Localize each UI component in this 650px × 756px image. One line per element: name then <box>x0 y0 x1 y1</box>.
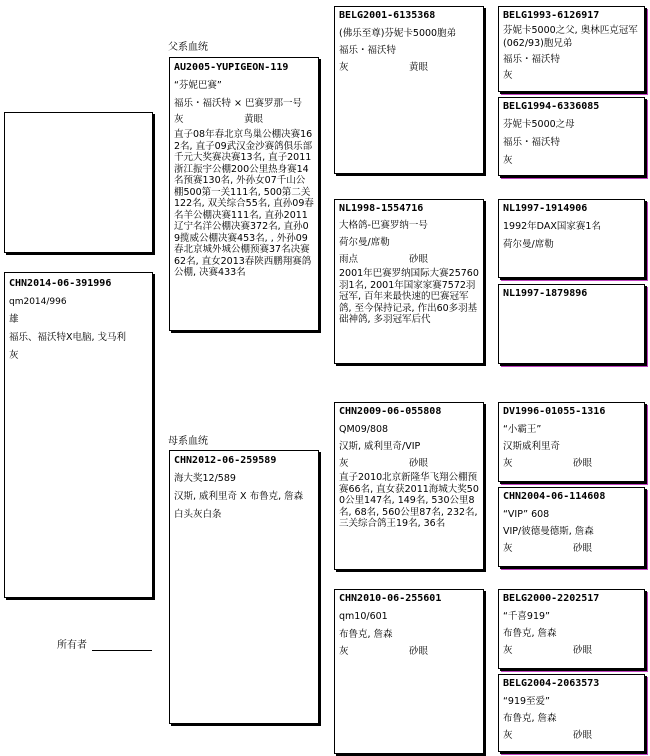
sire-sire-pedigree: 福乐・福沃特 <box>339 45 397 56</box>
sire-dam-pedigree: 荷尔曼/席勒 <box>339 237 390 248</box>
dam-sire-color: 灰 <box>339 458 349 469</box>
sdd-ring: NL1997-1879896 <box>503 288 588 299</box>
dam-dam-ring: CHN2010-06-255601 <box>339 593 442 604</box>
dds-eye: 砂眼 <box>573 645 593 656</box>
dam-dam-card <box>334 589 484 754</box>
sds-line1: 1992年DAX国家赛1名 <box>503 221 601 232</box>
dam-sire-card <box>334 402 484 570</box>
sire-sire-color: 灰 <box>339 62 349 73</box>
dss-line1: “小霸王” <box>503 424 542 435</box>
dam-sire-performance: 直子2010北京新隆华飞翔公棚预赛66名, 直女获2011海城大奖500公里147名, 149名, 530公里8名, 68名, 560公里87名, 232名, 三关综合鸽王19名, 36名 <box>339 472 479 529</box>
ssd-color: 灰 <box>503 155 513 166</box>
dam-sire-eye: 砂眼 <box>409 458 429 469</box>
sss-ring: BELG1993-6126917 <box>503 10 600 21</box>
sire-sire-eye: 黄眼 <box>409 62 429 73</box>
sire-pedigree: 福乐・福沃特 × 巴赛罗那一号 <box>174 98 302 109</box>
sire-dam-card <box>334 199 484 364</box>
subject-sex: 雄 <box>9 314 19 325</box>
sire-dam-color: 雨点 <box>339 254 359 265</box>
ssd-card <box>498 97 645 176</box>
sire-name: “芬妮巴赛” <box>174 80 222 91</box>
dam-sire-pedigree: 汉斯, 威利里奇/VIP <box>339 441 421 452</box>
photo-box <box>4 112 153 253</box>
sss-line1: 芬妮卡5000之父, 奥林匹克冠军(062/93)胞兄弟 <box>503 25 638 49</box>
dam-color: 白头灰白条 <box>174 509 222 520</box>
ddd-color: 灰 <box>503 730 513 741</box>
sss-card <box>498 6 645 92</box>
dds-pedigree: 布鲁克, 詹森 <box>503 628 557 639</box>
subject-pedigree: 福乐、福沃特X电脑, 戈马利 <box>9 332 127 343</box>
ssd-pedigree: 福乐・福沃特 <box>503 137 561 148</box>
dsd-color: 灰 <box>503 543 513 554</box>
sire-sire-ring: BELG2001-6135368 <box>339 10 436 21</box>
subject-card <box>4 272 153 598</box>
sds-ring: NL1997-1914906 <box>503 203 588 214</box>
sds-pedigree: 荷尔曼/席勒 <box>503 239 554 250</box>
dam-dam-eye: 砂眼 <box>409 646 429 657</box>
sss-pedigree: 福乐・福沃特 <box>503 54 561 65</box>
sire-eye: 黄眼 <box>244 114 264 125</box>
ddd-eye: 砂眼 <box>573 730 593 741</box>
ssd-line1: 芬妮卡5000之母 <box>503 119 575 130</box>
dam-sire-line1: QM09/808 <box>339 424 389 435</box>
dsd-line1: “VIP” 608 <box>503 509 550 520</box>
ddd-ring: BELG2004-2063573 <box>503 678 600 689</box>
ddd-pedigree: 布鲁克, 詹森 <box>503 713 557 724</box>
sire-dam-ring: NL1998-1554716 <box>339 203 424 214</box>
dam-ring: CHN2012-06-259589 <box>174 455 277 466</box>
sire-dam-line1: 大格鸽-巴赛罗纳一号 <box>339 220 428 231</box>
owner-signature-line <box>92 650 152 651</box>
sdd-card <box>498 284 645 364</box>
dam-line1: 海大奖12/589 <box>174 473 236 484</box>
sire-card <box>169 57 319 331</box>
owner-label: 所有者 <box>57 640 87 651</box>
dsd-ring: CHN2004-06-114608 <box>503 491 606 502</box>
subject-ring: CHN2014-06-391996 <box>9 278 112 289</box>
sire-dam-eye: 砂眼 <box>409 254 429 265</box>
dds-card <box>498 589 645 669</box>
sire-dam-performance: 2001年巴赛罗纳国际大赛25760羽1名, 2001年国家家赛7572羽冠军, 百年来最快速的巴赛冠军鸽, 至今保持记录, 作出60多羽基础神鸽, 多羽冠军后代 <box>339 268 479 325</box>
dsd-card <box>498 487 645 567</box>
dam-line-label: 母系血统 <box>168 436 208 447</box>
dam-card <box>169 450 319 724</box>
dsd-pedigree: VIP/彼德曼德斯, 詹森 <box>503 526 594 537</box>
dsd-eye: 砂眼 <box>573 543 593 554</box>
dss-card <box>498 402 645 482</box>
sire-color: 灰 <box>174 114 184 125</box>
dds-color: 灰 <box>503 645 513 656</box>
dam-sire-ring: CHN2009-06-055808 <box>339 406 442 417</box>
sire-performance: 直子08年春北京鸟巢公棚决赛162名, 直子09武汉金沙赛鸽俱乐部千元大奖赛决赛13名, 直子2011浙江振宇公棚200公里热身赛14名预赛130名, 外孙女07千山公棚500第一关111名, 500第二关122名, 双关综合55名, 直孙09春名羊公棚决赛111名, 直孙2011辽宁名洋公棚决赛372名, 直孙09揽威公棚决赛453名, , 外孙09春北京城外城公棚预赛37名决赛62名, 直女2013春陕西鹏翔赛鸽公棚, 决赛433名 <box>174 129 314 278</box>
dam-dam-line1: qm10/601 <box>339 611 388 622</box>
sire-sire-card <box>334 6 484 174</box>
dss-ring: DV1996-01055-1316 <box>503 406 606 417</box>
dds-line1: “千喜919” <box>503 611 550 622</box>
sds-card <box>498 199 645 278</box>
sire-sire-line1: (佛乐至尊)芬妮卡5000胞弟 <box>339 28 457 39</box>
dam-dam-pedigree: 布鲁克, 詹森 <box>339 629 393 640</box>
sss-color: 灰 <box>503 70 513 81</box>
sire-line-label: 父系血统 <box>168 42 208 53</box>
dam-pedigree: 汉斯, 威利里奇 X 布鲁克, 詹森 <box>174 491 304 502</box>
dss-eye: 砂眼 <box>573 458 593 469</box>
dam-dam-color: 灰 <box>339 646 349 657</box>
ssd-ring: BELG1994-6336085 <box>503 101 600 112</box>
subject-color: 灰 <box>9 350 19 361</box>
dss-color: 灰 <box>503 458 513 469</box>
subject-line1: qm2014/996 <box>9 297 67 307</box>
sire-ring: AU2005-YUPIGEON-119 <box>174 62 289 73</box>
ddd-line1: “919至爱” <box>503 696 550 707</box>
dss-pedigree: 汉斯威利里奇 <box>503 441 561 452</box>
dds-ring: BELG2000-2202517 <box>503 593 600 604</box>
ddd-card <box>498 674 645 752</box>
